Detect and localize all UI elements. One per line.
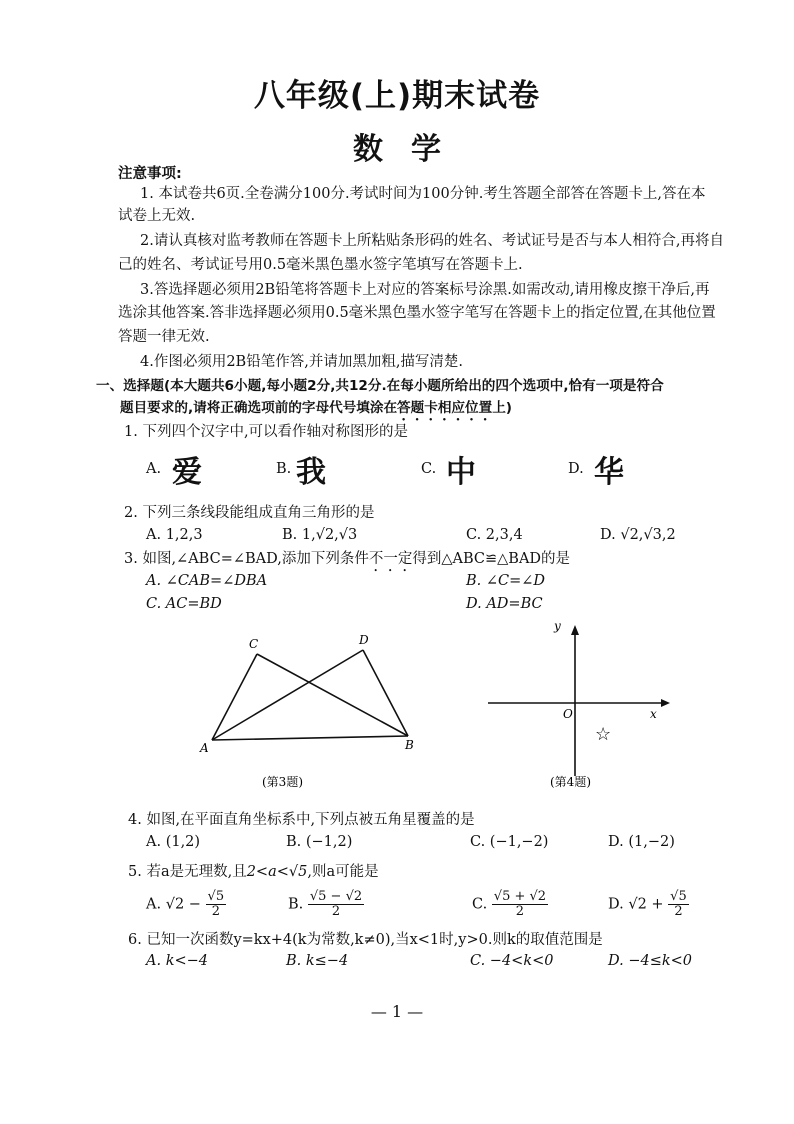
emphasis-answer-card: 答题卡相应位置 <box>397 400 493 416</box>
q2-option-d[interactable]: D. √2,√3,2 <box>600 527 676 543</box>
section1-heading-2: 题目要求的,请将正确选项前的字母代号填涂在答题卡相应位置上) <box>120 400 513 416</box>
x-axis-arrow-icon <box>661 699 670 707</box>
segment-ab <box>212 736 408 740</box>
notice-line-1: 1. 本试卷共6页.全卷满分100分.考试时间为100分钟.考生答题全部答在答题卡上,答在本 <box>140 186 706 202</box>
q1-glyph-ai: 爱 <box>172 455 202 490</box>
label-d: D <box>359 633 369 647</box>
subject-title: 数学 <box>353 132 469 167</box>
exam-title: 八年级(上)期末试卷 <box>253 78 541 114</box>
q6-option-a[interactable]: A. k<−4 <box>146 953 209 969</box>
q3-option-b[interactable]: B. ∠C=∠D <box>466 573 546 589</box>
figure-q3 <box>196 626 436 796</box>
q5-option-d[interactable]: D. √2 + $\frac{√5}{2}$ <box>608 889 687 919</box>
q4-option-d[interactable]: D. (1,−2) <box>608 834 675 850</box>
page-number: — 1 — <box>370 1002 424 1021</box>
q1-glyph-wo: 我 <box>296 455 326 490</box>
figure-q4-caption: (第4题) <box>550 775 591 789</box>
q1-glyph-zhong: 中 <box>446 455 476 490</box>
q4-option-c[interactable]: C. (−1,−2) <box>470 834 549 850</box>
q1-option-c-label[interactable]: C. <box>421 461 437 477</box>
notice-heading: 注意事项: <box>118 166 182 182</box>
notice-line-3: 2.请认真核对监考教师在答题卡上所粘贴条形码的姓名、考试证号是否与本人相符合,再将自 <box>140 233 724 249</box>
q3-option-a[interactable]: A. ∠CAB=∠DBA <box>146 573 268 589</box>
notice-line-6: 选涂其他答案.答非选择题必须用0.5毫米黑色墨水签字笔写在答题卡上的指定位置,在其他位置 <box>118 305 716 321</box>
notice-line-2: 试卷上无效. <box>118 208 196 224</box>
segment-cb <box>257 654 408 736</box>
q1-option-b-label[interactable]: B. <box>276 461 292 477</box>
q1-glyph-hua: 华 <box>594 455 624 490</box>
q2-stem: 2. 下列三条线段能组成直角三角形的是 <box>124 505 375 521</box>
notice-line-4: 己的姓名、考试证号用0.5毫米黑色墨水签字笔填写在答题卡上. <box>118 257 523 273</box>
q6-option-d[interactable]: D. −4≤k<0 <box>608 953 693 969</box>
star-icon: ☆ <box>595 724 612 745</box>
label-origin: O <box>563 707 573 721</box>
notice-line-5: 3.答选择题必须用2B铅笔将答题卡上对应的答案标号涂黑.如需改动,请用橡皮擦干净后,再 <box>140 282 710 298</box>
label-a: A <box>200 741 209 755</box>
q1-stem: 1. 下列四个汉字中,可以看作轴对称图形的是 <box>124 424 409 440</box>
section1-heading-1: 一、选择题(本大题共6小题,每小题2分,共12分.在每小题所给出的四个选项中,恰有一项是符合 <box>96 378 664 394</box>
figure-q3-caption: (第3题) <box>262 775 303 789</box>
q2-option-a[interactable]: A. 1,2,3 <box>146 527 203 543</box>
q3-option-d[interactable]: D. AD=BC <box>466 596 543 612</box>
q5-option-c[interactable]: C. $\frac{√5 + √2}{2}$ <box>472 889 547 919</box>
label-y: y <box>554 619 561 633</box>
q5-stem: 5. 若a是无理数,且2<a<√5,则a可能是 <box>128 864 379 880</box>
notice-line-7: 答题一律无效. <box>118 329 210 345</box>
emphasis-not-necessarily: 不一定 <box>368 551 413 567</box>
q4-option-b[interactable]: B. (−1,2) <box>286 834 353 850</box>
q6-option-c[interactable]: C. −4<k<0 <box>470 953 554 969</box>
q2-option-b[interactable]: B. 1,√2,√3 <box>282 527 358 543</box>
q6-stem: 6. 已知一次函数y=kx+4(k为常数,k≠0),当x<1时,y>0.则k的取值范围是 <box>128 932 603 948</box>
label-x: x <box>650 707 657 721</box>
q1-option-a-label[interactable]: A. <box>146 461 162 477</box>
label-b: B <box>405 738 414 752</box>
q2-option-c[interactable]: C. 2,3,4 <box>466 527 523 543</box>
q6-option-b[interactable]: B. k≤−4 <box>286 953 349 969</box>
figure-q4 <box>480 616 690 796</box>
q5-option-b[interactable]: B. $\frac{√5 - √2}{2}$ <box>288 889 363 919</box>
q4-option-a[interactable]: A. (1,2) <box>146 834 201 850</box>
q3-stem: 3. 如图,∠ABC=∠BAD,添加下列条件不一定得到△ABC≌△BAD的是 <box>124 551 571 567</box>
q4-stem: 4. 如图,在平面直角坐标系中,下列点被五角星覆盖的是 <box>128 812 475 828</box>
q3-option-c[interactable]: C. AC=BD <box>146 596 222 612</box>
label-c: C <box>249 637 259 651</box>
notice-line-8: 4.作图必须用2B铅笔作答,并请加黑加粗,描写清楚. <box>140 354 464 370</box>
q1-option-d-label[interactable]: D. <box>568 461 584 477</box>
q5-option-a[interactable]: A. √2 − $\frac{√5}{2}$ <box>146 889 225 919</box>
y-axis-arrow-icon <box>571 625 579 635</box>
